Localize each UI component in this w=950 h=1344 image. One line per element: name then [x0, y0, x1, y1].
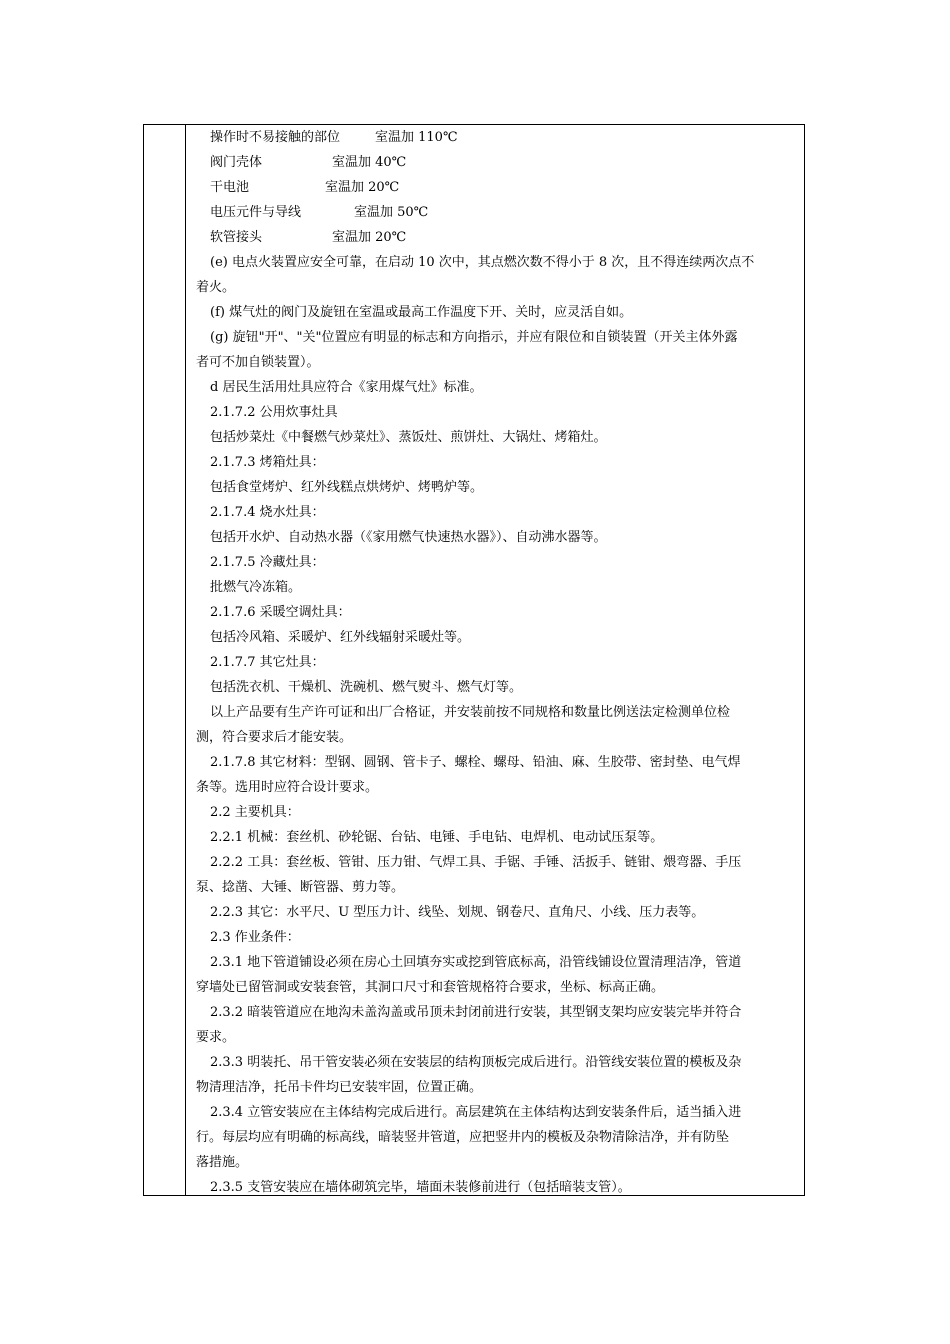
temp-item: 软管接头 — [210, 230, 263, 245]
text-line: 2.1.7.5 冷藏灶具： — [210, 555, 325, 570]
temp-value: 室温加 20℃ — [325, 180, 400, 195]
text-line: 2.1.7.7 其它灶具： — [210, 655, 325, 670]
text-line: 2.3.2 暗装管道应在地沟未盖沟盖或吊顶未封闭前进行安装，其型钢支架均应安装完毕并符合 — [210, 1005, 742, 1020]
text-line: 2.3.5 支管安装应在墙体砌筑完毕，墙面未装修前进行（包括暗装支管）。 — [210, 1180, 631, 1195]
text-line: 2.1.7.6 采暖空调灶具： — [210, 605, 351, 620]
text-line: 2.3.4 立管安装应在主体结构完成后进行。高层建筑在主体结构达到安装条件后，适当插入进 — [210, 1105, 742, 1120]
text-line: 2.1.7.3 烤箱灶具： — [210, 455, 325, 470]
table-content-cell — [186, 125, 804, 1195]
text-line: 2.2 主要机具： — [210, 805, 300, 820]
text-line: 包括冷风箱、采暖炉、红外线辐射采暖灶等。 — [210, 630, 471, 645]
document-body — [196, 125, 796, 1200]
temp-value: 室温加 50℃ — [354, 205, 429, 220]
text-line: 包括炒菜灶《中餐燃气炒菜灶》、蒸饭灶、煎饼灶、大锅灶、烤箱灶。 — [210, 430, 607, 445]
text-line: 以上产品要有生产许可证和出厂合格证，并安装前按不同规格和数量比例送法定检测单位检 — [210, 705, 731, 720]
text-line: 2.1.7.4 烧水灶具： — [210, 505, 325, 520]
text-line: 2.2.1 机械：套丝机、砂轮锯、台钻、电锤、手电钻、电焊机、电动试压泵等。 — [210, 830, 664, 845]
text-line: 批燃气冷冻箱。 — [210, 580, 302, 595]
text-line: 者可不加自锁装置）。 — [196, 355, 320, 370]
temp-row — [196, 200, 796, 225]
text-line: 2.3 作业条件： — [210, 930, 300, 945]
text-line: 包括开水炉、自动热水器（《家用燃气快速热水器》）、自动沸水器等。 — [210, 530, 607, 545]
text-line: (e) 电点火装置应安全可靠，在启动 10 次中，其点燃次数不得小于 8 次，且不得连续两次点不 — [210, 255, 755, 270]
text-line: 物清理洁净，托吊卡件均已安装牢固，位置正确。 — [196, 1080, 483, 1095]
document-table — [143, 124, 805, 1196]
text-line: 条等。选用时应符合设计要求。 — [196, 780, 379, 795]
text-line: 着火。 — [196, 280, 236, 295]
temp-row — [196, 225, 796, 250]
text-line: d 居民生活用灶具应符合《家用煤气灶》标准。 — [210, 380, 483, 395]
text-line: 2.2.2 工具：套丝板、管钳、压力钳、气焊工具、手锯、手锤、活扳手、链钳、煨弯器、手压 — [210, 855, 742, 870]
text-line: 行。每层均应有明确的标高线，暗装竖井管道，应把竖井内的模板及杂物清除洁净，并有防坠 — [196, 1130, 730, 1145]
text-line: 2.3.3 明装托、吊干管安装必须在安装层的结构顶板完成后进行。沿管线安装位置的模板及杂 — [210, 1055, 742, 1070]
text-line: 测，符合要求后才能安装。 — [196, 730, 353, 745]
text-line: 2.1.7.8 其它材料：型钢、圆钢、管卡子、螺栓、螺母、铅油、麻、生胶带、密封垫、电气焊 — [210, 755, 741, 770]
text-line: 落措施。 — [196, 1155, 249, 1170]
temp-value: 室温加 110℃ — [375, 130, 458, 145]
temp-item: 干电池 — [210, 180, 250, 195]
text-line: 2.3.1 地下管道铺设必须在房心土回填夯实或挖到管底标高，沿管线铺设位置清理洁净，管道 — [210, 955, 742, 970]
temp-item: 阀门壳体 — [210, 155, 263, 170]
temp-item: 操作时不易接触的部位 — [210, 130, 341, 145]
temp-row — [196, 125, 796, 150]
temp-row — [196, 150, 796, 175]
temp-value: 室温加 20℃ — [332, 230, 407, 245]
text-line: 包括洗衣机、干燥机、洗碗机、燃气熨斗、燃气灯等。 — [210, 680, 523, 695]
text-line: 2.1.7.2 公用炊事灶具 — [210, 405, 338, 420]
text-line: (g) 旋钮"开"、"关"位置应有明显的标志和方向指示，并应有限位和自锁装置（开关主体外露 — [210, 330, 738, 345]
text-line: (f) 煤气灶的阀门及旋钮在室温或最高工作温度下开、关时，应灵活自如。 — [210, 305, 633, 320]
temp-item: 电压元件与导线 — [210, 205, 302, 220]
text-line: 泵、捻凿、大锤、断管器、剪力等。 — [196, 880, 405, 895]
text-line: 穿墙处已留管洞或安装套管，其洞口尺寸和套管规格符合要求，坐标、标高正确。 — [196, 980, 665, 995]
table-left-column — [144, 125, 186, 1195]
text-line: 2.2.3 其它：水平尺、U 型压力计、线坠、划规、钢卷尺、直角尺、小线、压力表等。 — [210, 905, 705, 920]
text-line: 包括食堂烤炉、红外线糕点烘烤炉、烤鸭炉等。 — [210, 480, 484, 495]
text-line: 要求。 — [196, 1030, 236, 1045]
temp-row — [196, 175, 796, 200]
temp-value: 室温加 40℃ — [332, 155, 407, 170]
